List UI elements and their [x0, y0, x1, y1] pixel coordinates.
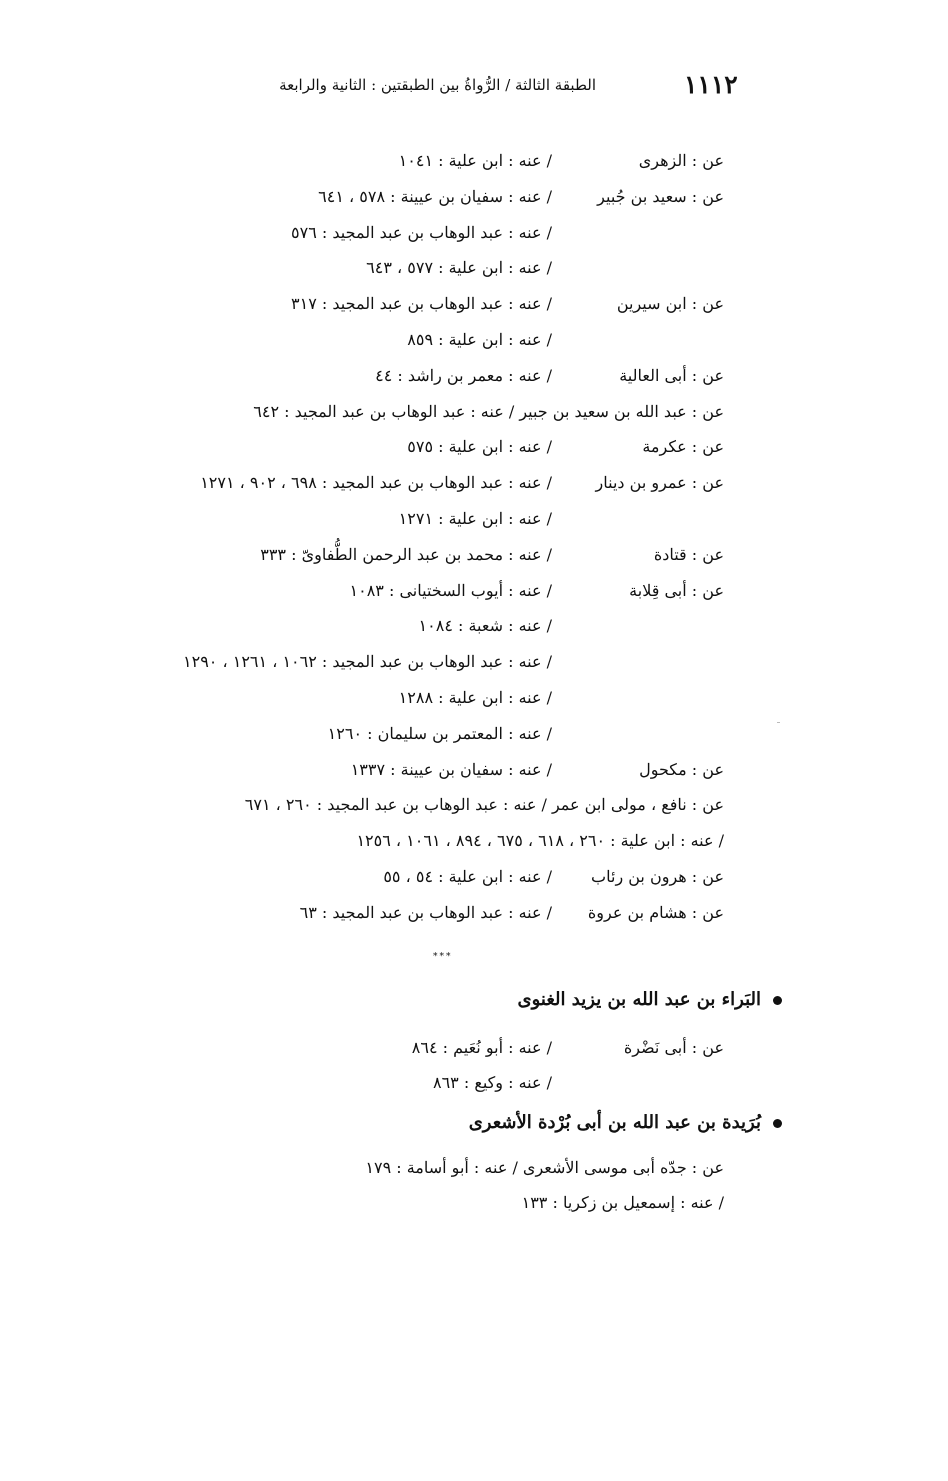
entry-transmitter: / عنه : عبد الوهاب بن عبد المجيد : ٦٣	[299, 902, 552, 922]
entry-row	[0, 1153, 948, 1183]
entry-row	[0, 826, 948, 856]
entry-row	[0, 325, 948, 355]
section-separator: ***	[433, 952, 453, 962]
entry-transmitter: / عنه : سفيان بن عيينة : ٥٧٨ ، ٦٤١	[318, 186, 552, 206]
scan-speck	[777, 722, 780, 723]
entry-source: عن : أبى العالية	[619, 365, 724, 385]
entry-transmitter: / عنه : ابن علية : ١٢٨٨	[398, 688, 552, 707]
entry-source: عن : مكحول	[639, 759, 724, 779]
entry-row	[0, 790, 948, 820]
entry-row	[0, 576, 948, 606]
bullet-icon	[773, 1119, 782, 1128]
entry-row	[0, 361, 948, 391]
entry-source: عن : ابن سيرين	[616, 294, 724, 314]
entry-row	[0, 647, 948, 677]
entry-transmitter: / عنه : ابن علية : ١٢٧١	[398, 509, 552, 528]
running-head: الطبقة الثالثة / الرُّواةُ بين الطبقتين : الثانية والرابعة	[279, 76, 596, 94]
section-title: بُرَيدة بن عبد الله بن أبى بُرْدة الأشعرى	[468, 1112, 761, 1133]
entry-row	[0, 146, 948, 176]
entry-row	[0, 1068, 948, 1098]
entry-row	[0, 683, 948, 713]
entry-row	[0, 898, 948, 928]
entry-row	[0, 1188, 948, 1218]
entry-transmitter: / عنه : عبد الوهاب بن عبد المجيد : ٦٩٨ ، ٩٠٢ ، ١٢٧١	[200, 473, 552, 493]
entry-source: عن : أبى نَضْرة	[623, 1038, 724, 1057]
entry-source: عن : قتادة	[653, 544, 724, 564]
entry-row	[0, 719, 948, 749]
entry-row	[0, 540, 948, 570]
entry-source: عن : سعيد بن جُبير	[597, 186, 724, 206]
entry-transmitter: / عنه : سفيان بن عيينة : ١٣٣٧	[350, 759, 552, 779]
entry-source: عن : الزهرى	[638, 151, 724, 170]
entry-row	[0, 182, 948, 212]
entry-row	[0, 218, 948, 248]
entry-transmitter: / عنه : أيوب السختيانى : ١٠٨٣	[349, 580, 552, 600]
section-heading-bara	[518, 984, 782, 1016]
entry-source: عن : هرون بن رئاب	[591, 867, 724, 886]
entry-transmitter: / عنه : عبد الوهاب بن عبد المجيد : ١٠٦٢ ، ١٢٦١ ، ١٢٩٠	[183, 652, 552, 672]
entry-transmitter: / عنه : شعبة : ١٠٨٤	[418, 616, 552, 636]
entry-transmitter: / عنه : أبو نُعَيم : ٨٦٤	[411, 1038, 552, 1057]
entry-source: عن : هشام بن عروة	[587, 902, 724, 922]
entry-row	[0, 289, 948, 319]
entry-transmitter: / عنه : عبد الوهاب بن عبد المجيد : ٣١٧	[291, 294, 552, 314]
entry-row	[0, 504, 948, 534]
section-heading-burayda	[469, 1107, 782, 1139]
entry-row	[0, 862, 948, 892]
entry-row	[0, 253, 948, 283]
entry-row	[0, 755, 948, 785]
entry-source: عن : عكرمة	[642, 437, 724, 457]
entry-transmitter: / عنه : وكيع : ٨٦٣	[432, 1073, 552, 1092]
entry-row	[0, 397, 948, 427]
page-number: ١١١٢	[684, 70, 738, 99]
section-title: البَراء بن عبد الله بن يزيد الغنوى	[517, 989, 761, 1010]
entry-text: / عنه : ابن علية : ٢٦٠ ، ٦١٨ ، ٦٧٥ ، ٨٩٤ ، ١٠٦١ ، ١٢٥٦	[356, 831, 724, 851]
entry-transmitter: / عنه : عبد الوهاب بن عبد المجيد : ٥٧٦	[291, 222, 552, 242]
entry-transmitter: / عنه : ابن علية : ٥٧٧ ، ٦٤٣	[366, 258, 552, 278]
entry-transmitter: / عنه : معمر بن راشد : ٤٤	[375, 365, 552, 385]
entry-source: عن : عمرو بن دينار	[595, 473, 724, 493]
entry-text: / عنه : إسمعيل بن زكريا : ١٣٣	[521, 1193, 724, 1212]
entry-transmitter: / عنه : ابن علية : ٨٥٩	[407, 330, 552, 349]
entry-text: عن : جدّه أبى موسى الأشعرى / عنه : أبو أسامة : ١٧٩	[365, 1158, 724, 1177]
entry-row	[0, 611, 948, 641]
entry-text: عن : عبد الله بن سعيد بن جبير / عنه : عبد الوهاب بن عبد المجيد : ٦٤٢	[253, 401, 724, 421]
entry-transmitter: / عنه : محمد بن عبد الرحمن الطُّفاوىّ : ٣٣٣	[260, 544, 552, 564]
entry-transmitter: / عنه : ابن علية : ٥٧٥	[407, 437, 552, 457]
entry-source: عن : أبى قِلابة	[629, 580, 724, 600]
entry-text: عن : نافع ، مولى ابن عمر / عنه : عبد الوهاب بن عبد المجيد : ٢٦٠ ، ٦٧١	[244, 795, 724, 815]
bullet-icon	[773, 996, 782, 1005]
entry-row	[0, 432, 948, 462]
entry-transmitter: / عنه : ابن علية : ٥٤ ، ٥٥	[383, 867, 552, 886]
entry-transmitter: / عنه : ابن علية : ١٠٤١	[398, 151, 552, 170]
entry-transmitter: / عنه : المعتمر بن سليمان : ١٢٦٠	[327, 723, 552, 743]
entry-row	[0, 468, 948, 498]
entry-row	[0, 1033, 948, 1063]
